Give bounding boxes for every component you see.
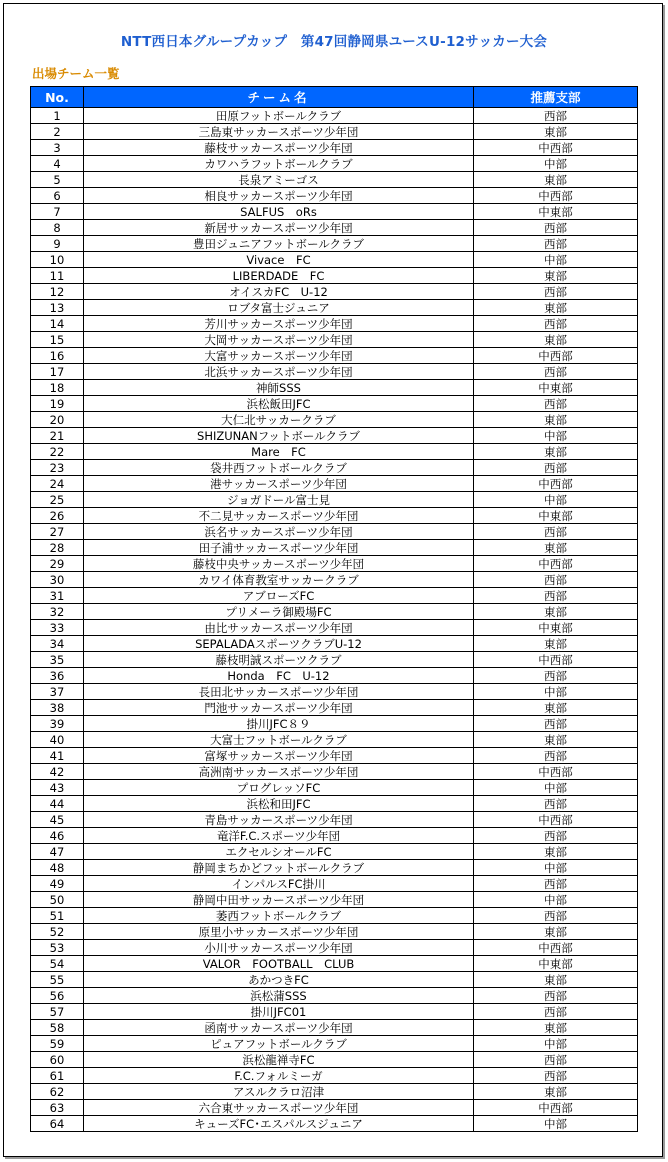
cell-team-name: キューズFC･エスパルスジュニア	[84, 1116, 474, 1132]
cell-team-name: 富塚サッカースポーツ少年団	[84, 748, 474, 764]
table-row	[31, 524, 638, 540]
cell-team-name: 新居サッカースポーツ少年団	[84, 220, 474, 236]
table-row	[31, 380, 638, 396]
cell-no: 7	[31, 204, 84, 220]
cell-team-name: オイスカFC U-12	[84, 284, 474, 300]
cell-no: 54	[31, 956, 84, 972]
table-row	[31, 1004, 638, 1020]
cell-branch: 西部	[474, 108, 638, 124]
table-row	[31, 1068, 638, 1084]
table-row	[31, 588, 638, 604]
cell-branch: 中東部	[474, 620, 638, 636]
cell-no: 13	[31, 300, 84, 316]
cell-branch: 中部	[474, 684, 638, 700]
table-row	[31, 780, 638, 796]
cell-branch: 西部	[474, 524, 638, 540]
cell-no: 47	[31, 844, 84, 860]
cell-branch: 東部	[474, 1084, 638, 1100]
cell-team-name: 掛川JFC01	[84, 1004, 474, 1020]
cell-no: 32	[31, 604, 84, 620]
cell-no: 59	[31, 1036, 84, 1052]
cell-branch: 中部	[474, 860, 638, 876]
cell-team-name: 神師SSS	[84, 380, 474, 396]
cell-branch: 中部	[474, 1116, 638, 1132]
cell-branch: 西部	[474, 236, 638, 252]
cell-no: 34	[31, 636, 84, 652]
table-row	[31, 124, 638, 140]
section-subtitle: 出場チーム一覧	[32, 66, 120, 81]
cell-branch: 中西部	[474, 764, 638, 780]
cell-team-name: プログレッソFC	[84, 780, 474, 796]
cell-team-name: 港サッカースポーツ少年団	[84, 476, 474, 492]
cell-no: 37	[31, 684, 84, 700]
cell-team-name: 掛川JFC８９	[84, 716, 474, 732]
cell-team-name: カワハラフットボールクラブ	[84, 156, 474, 172]
table-row	[31, 940, 638, 956]
table-row	[31, 396, 638, 412]
table-row	[31, 540, 638, 556]
table-row	[31, 652, 638, 668]
cell-no: 62	[31, 1084, 84, 1100]
table-row	[31, 204, 638, 220]
cell-team-name: 由比サッカースポーツ少年団	[84, 620, 474, 636]
table-row	[31, 988, 638, 1004]
cell-team-name: 長泉アミーゴス	[84, 172, 474, 188]
cell-no: 52	[31, 924, 84, 940]
header-branch: 推薦支部	[474, 87, 638, 108]
cell-no: 1	[31, 108, 84, 124]
cell-team-name: 原里小サッカースポーツ少年団	[84, 924, 474, 940]
cell-no: 38	[31, 700, 84, 716]
cell-branch: 東部	[474, 268, 638, 284]
cell-team-name: 浜松飯田JFC	[84, 396, 474, 412]
table-row	[31, 460, 638, 476]
cell-branch: 東部	[474, 1020, 638, 1036]
table-row	[31, 556, 638, 572]
cell-no: 2	[31, 124, 84, 140]
table-row	[31, 1036, 638, 1052]
table-row	[31, 812, 638, 828]
cell-team-name: 浜松龍禅寺FC	[84, 1052, 474, 1068]
cell-branch: 西部	[474, 748, 638, 764]
cell-branch: 西部	[474, 908, 638, 924]
table-row	[31, 732, 638, 748]
cell-team-name: SHIZUNANフットボールクラブ	[84, 428, 474, 444]
cell-team-name: アブローズFC	[84, 588, 474, 604]
table-row	[31, 700, 638, 716]
table-row	[31, 252, 638, 268]
cell-team-name: 芳川サッカースポーツ少年団	[84, 316, 474, 332]
cell-team-name: 相良サッカースポーツ少年団	[84, 188, 474, 204]
table-row	[31, 684, 638, 700]
table-row	[31, 444, 638, 460]
cell-branch: 東部	[474, 604, 638, 620]
table-row	[31, 828, 638, 844]
table-row	[31, 844, 638, 860]
cell-no: 29	[31, 556, 84, 572]
cell-branch: 中西部	[474, 188, 638, 204]
cell-branch: 西部	[474, 716, 638, 732]
cell-branch: 中東部	[474, 380, 638, 396]
cell-no: 44	[31, 796, 84, 812]
cell-no: 19	[31, 396, 84, 412]
cell-branch: 西部	[474, 876, 638, 892]
cell-team-name: 長田北サッカースポーツ少年団	[84, 684, 474, 700]
cell-no: 8	[31, 220, 84, 236]
cell-team-name: 浜名サッカースポーツ少年団	[84, 524, 474, 540]
table-row	[31, 636, 638, 652]
cell-no: 23	[31, 460, 84, 476]
table-row	[31, 972, 638, 988]
table-row	[31, 668, 638, 684]
cell-branch: 中東部	[474, 204, 638, 220]
cell-team-name: あかつきFC	[84, 972, 474, 988]
table-row	[31, 1052, 638, 1068]
cell-team-name: 静岡中田サッカースポーツ少年団	[84, 892, 474, 908]
table-row	[31, 892, 638, 908]
cell-no: 22	[31, 444, 84, 460]
cell-branch: 中西部	[474, 652, 638, 668]
table-row	[31, 796, 638, 812]
cell-branch: 東部	[474, 124, 638, 140]
cell-branch: 東部	[474, 972, 638, 988]
cell-team-name: アスルクラロ沼津	[84, 1084, 474, 1100]
cell-branch: 西部	[474, 588, 638, 604]
cell-no: 25	[31, 492, 84, 508]
cell-team-name: 不二見サッカースポーツ少年団	[84, 508, 474, 524]
cell-branch: 西部	[474, 316, 638, 332]
table-row	[31, 300, 638, 316]
cell-no: 4	[31, 156, 84, 172]
cell-no: 24	[31, 476, 84, 492]
table-row	[31, 860, 638, 876]
cell-no: 31	[31, 588, 84, 604]
cell-team-name: 三島東サッカースポーツ少年団	[84, 124, 474, 140]
cell-branch: 西部	[474, 796, 638, 812]
table-row	[31, 332, 638, 348]
cell-branch: 西部	[474, 1068, 638, 1084]
cell-branch: 西部	[474, 396, 638, 412]
cell-team-name: 大富士フットボールクラブ	[84, 732, 474, 748]
table-row	[31, 748, 638, 764]
cell-team-name: 竜洋F.C.スポーツ少年団	[84, 828, 474, 844]
cell-team-name: 大富サッカースポーツ少年団	[84, 348, 474, 364]
table-row	[31, 428, 638, 444]
cell-no: 48	[31, 860, 84, 876]
cell-team-name: 田原フットボールクラブ	[84, 108, 474, 124]
cell-branch: 西部	[474, 668, 638, 684]
cell-branch: 中部	[474, 156, 638, 172]
cell-branch: 東部	[474, 732, 638, 748]
cell-team-name: 北浜サッカースポーツ少年団	[84, 364, 474, 380]
cell-branch: 中西部	[474, 140, 638, 156]
cell-team-name: Mare FC	[84, 444, 474, 460]
cell-no: 16	[31, 348, 84, 364]
cell-branch: 中西部	[474, 476, 638, 492]
cell-team-name: プリメーラ御殿場FC	[84, 604, 474, 620]
cell-branch: 中西部	[474, 348, 638, 364]
cell-team-name: 静岡まちかどフットボールクラブ	[84, 860, 474, 876]
cell-no: 15	[31, 332, 84, 348]
cell-team-name: 大岡サッカースポーツ少年団	[84, 332, 474, 348]
table-row	[31, 1100, 638, 1116]
cell-branch: 中部	[474, 252, 638, 268]
cell-branch: 中西部	[474, 556, 638, 572]
cell-team-name: エクセルシオールFC	[84, 844, 474, 860]
cell-team-name: SEPALADAスポーツクラブU-12	[84, 636, 474, 652]
cell-branch: 西部	[474, 284, 638, 300]
cell-no: 50	[31, 892, 84, 908]
cell-no: 56	[31, 988, 84, 1004]
table-row	[31, 492, 638, 508]
cell-no: 61	[31, 1068, 84, 1084]
table-row	[31, 140, 638, 156]
cell-branch: 西部	[474, 460, 638, 476]
cell-branch: 中部	[474, 1036, 638, 1052]
cell-team-name: 藤枝サッカースポーツ少年団	[84, 140, 474, 156]
table-row	[31, 156, 638, 172]
cell-branch: 西部	[474, 1004, 638, 1020]
cell-team-name: 浜松和田JFC	[84, 796, 474, 812]
cell-team-name: カワイ体育教室サッカークラブ	[84, 572, 474, 588]
cell-no: 18	[31, 380, 84, 396]
cell-branch: 西部	[474, 364, 638, 380]
cell-team-name: 藤枝明誠スポーツクラブ	[84, 652, 474, 668]
cell-no: 35	[31, 652, 84, 668]
table-row	[31, 956, 638, 972]
cell-branch: 西部	[474, 1052, 638, 1068]
cell-no: 5	[31, 172, 84, 188]
table-row	[31, 188, 638, 204]
cell-team-name: 青島サッカースポーツ少年団	[84, 812, 474, 828]
cell-no: 28	[31, 540, 84, 556]
cell-no: 40	[31, 732, 84, 748]
cell-branch: 東部	[474, 844, 638, 860]
cell-team-name: Honda FC U-12	[84, 668, 474, 684]
table-row	[31, 172, 638, 188]
cell-branch: 東部	[474, 540, 638, 556]
cell-team-name: VALOR FOOTBALL CLUB	[84, 956, 474, 972]
cell-branch: 中西部	[474, 812, 638, 828]
cell-branch: 中部	[474, 780, 638, 796]
table-row	[31, 1116, 638, 1132]
cell-no: 26	[31, 508, 84, 524]
cell-no: 45	[31, 812, 84, 828]
cell-no: 55	[31, 972, 84, 988]
cell-no: 46	[31, 828, 84, 844]
table-row	[31, 268, 638, 284]
cell-no: 49	[31, 876, 84, 892]
cell-branch: 東部	[474, 924, 638, 940]
cell-branch: 中東部	[474, 956, 638, 972]
cell-team-name: 高洲南サッカースポーツ少年団	[84, 764, 474, 780]
header-team-name: チーム名	[84, 87, 474, 108]
cell-branch: 西部	[474, 572, 638, 588]
cell-team-name: 田子浦サッカースポーツ少年団	[84, 540, 474, 556]
table-row	[31, 316, 638, 332]
table-row	[31, 908, 638, 924]
cell-team-name: 豊田ジュニアフットボールクラブ	[84, 236, 474, 252]
cell-no: 20	[31, 412, 84, 428]
cell-branch: 中西部	[474, 1100, 638, 1116]
cell-no: 33	[31, 620, 84, 636]
cell-team-name: インパルスFC掛川	[84, 876, 474, 892]
cell-team-name: Vivace FC	[84, 252, 474, 268]
cell-no: 30	[31, 572, 84, 588]
cell-no: 51	[31, 908, 84, 924]
cell-no: 39	[31, 716, 84, 732]
cell-no: 41	[31, 748, 84, 764]
table-row	[31, 716, 638, 732]
cell-team-name: 函南サッカースポーツ少年団	[84, 1020, 474, 1036]
cell-branch: 西部	[474, 220, 638, 236]
cell-no: 58	[31, 1020, 84, 1036]
cell-team-name: 萎西フットボールクラブ	[84, 908, 474, 924]
team-list-table	[30, 86, 638, 1132]
table-row	[31, 348, 638, 364]
table-row	[31, 220, 638, 236]
cell-team-name: SALFUS oRs	[84, 204, 474, 220]
table-row	[31, 236, 638, 252]
cell-no: 17	[31, 364, 84, 380]
cell-no: 63	[31, 1100, 84, 1116]
cell-team-name: 藤枝中央サッカースポーツ少年団	[84, 556, 474, 572]
cell-branch: 東部	[474, 172, 638, 188]
cell-team-name: 袋井西フットボールクラブ	[84, 460, 474, 476]
cell-no: 27	[31, 524, 84, 540]
cell-no: 53	[31, 940, 84, 956]
cell-branch: 中西部	[474, 940, 638, 956]
cell-team-name: 大仁北サッカークラブ	[84, 412, 474, 428]
cell-branch: 東部	[474, 300, 638, 316]
table-row	[31, 620, 638, 636]
cell-team-name: F.C.フォルミーガ	[84, 1068, 474, 1084]
cell-branch: 東部	[474, 444, 638, 460]
cell-branch: 中東部	[474, 508, 638, 524]
cell-branch: 西部	[474, 988, 638, 1004]
cell-no: 10	[31, 252, 84, 268]
cell-branch: 中部	[474, 892, 638, 908]
cell-no: 11	[31, 268, 84, 284]
cell-no: 60	[31, 1052, 84, 1068]
cell-no: 42	[31, 764, 84, 780]
cell-no: 21	[31, 428, 84, 444]
table-row	[31, 764, 638, 780]
table-row	[31, 604, 638, 620]
cell-team-name: ピュアフットボールクラブ	[84, 1036, 474, 1052]
cell-no: 14	[31, 316, 84, 332]
cell-branch: 東部	[474, 700, 638, 716]
cell-team-name: ジョガドール富士見	[84, 492, 474, 508]
cell-team-name: 浜松蒲SSS	[84, 988, 474, 1004]
cell-no: 6	[31, 188, 84, 204]
table-row	[31, 1020, 638, 1036]
table-row	[31, 108, 638, 124]
cell-branch: 東部	[474, 412, 638, 428]
cell-no: 9	[31, 236, 84, 252]
table-row	[31, 924, 638, 940]
table-row	[31, 1084, 638, 1100]
cell-branch: 中部	[474, 492, 638, 508]
cell-branch: 西部	[474, 828, 638, 844]
table-row	[31, 476, 638, 492]
header-no: No.	[31, 87, 84, 108]
cell-no: 12	[31, 284, 84, 300]
page-title: NTT西日本グループカップ 第47回静岡県ユースU-12サッカー大会	[120, 34, 548, 50]
table-row	[31, 284, 638, 300]
table-row	[31, 876, 638, 892]
table-row	[31, 364, 638, 380]
cell-team-name: 六合東サッカースポーツ少年団	[84, 1100, 474, 1116]
cell-branch: 中部	[474, 428, 638, 444]
cell-branch: 東部	[474, 636, 638, 652]
table-row	[31, 412, 638, 428]
cell-team-name: 門池サッカースポーツ少年団	[84, 700, 474, 716]
cell-no: 43	[31, 780, 84, 796]
table-header-row	[31, 87, 638, 108]
table-row	[31, 508, 638, 524]
cell-no: 57	[31, 1004, 84, 1020]
cell-team-name: LIBERDADE FC	[84, 268, 474, 284]
cell-no: 3	[31, 140, 84, 156]
table-row	[31, 572, 638, 588]
cell-branch: 東部	[474, 332, 638, 348]
cell-team-name: ロブタ富士ジュニア	[84, 300, 474, 316]
cell-no: 36	[31, 668, 84, 684]
cell-no: 64	[31, 1116, 84, 1132]
cell-team-name: 小川サッカースポーツ少年団	[84, 940, 474, 956]
